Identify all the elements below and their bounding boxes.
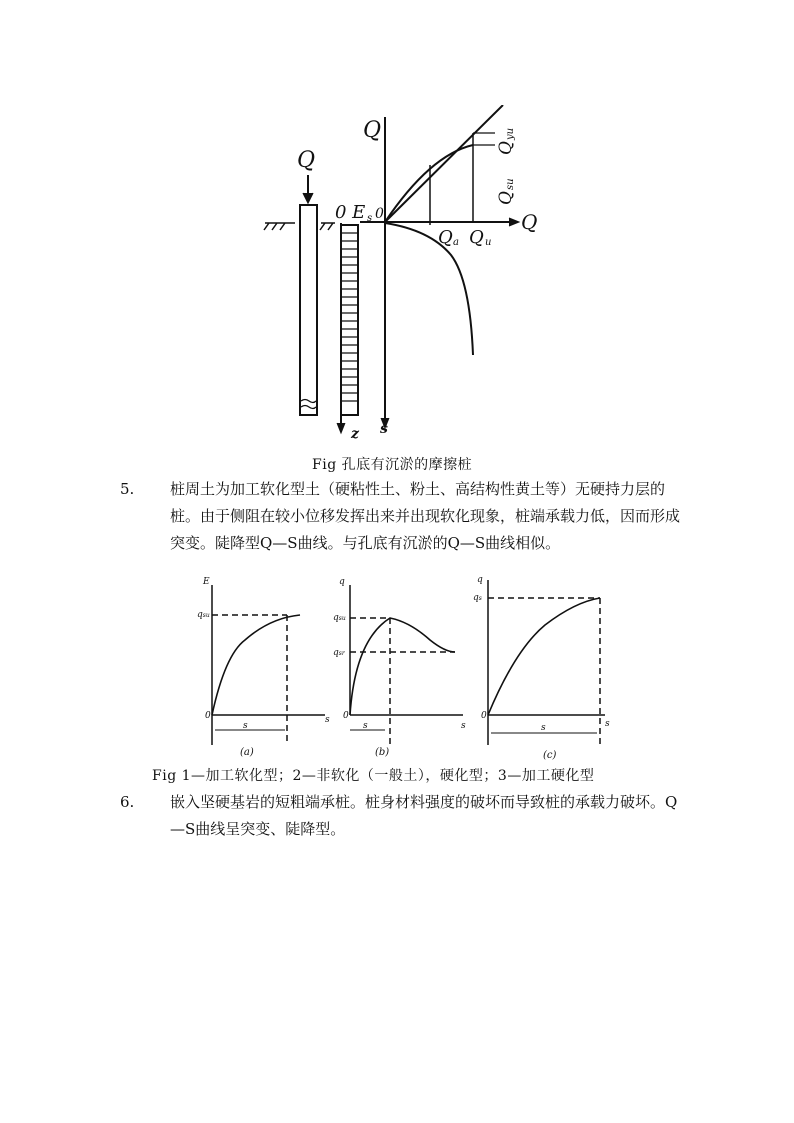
q-axis-top-label: Q	[363, 118, 382, 143]
panel-a	[212, 585, 325, 745]
panel-b-y-mark: qsu	[333, 613, 346, 623]
panel-c-origin: 0	[481, 711, 487, 721]
panel-b-label: (b)	[375, 747, 390, 758]
qsu-sub-label: su	[505, 178, 516, 190]
e-label: 0 E	[335, 202, 366, 223]
panel-a-x-axis-label: s	[325, 715, 330, 725]
list-item-text: 桩周土为加工软化型土（硬粘性土、粉土、高结构性黄土等）无硬持力层的桩。由于侧阻在较小位移发挥出来并出现软化现象，桩端承载力低，因而形成突变。陡降型Q—S曲线。与孔底有沉淤的Q—S曲线相似。	[170, 480, 681, 552]
q-diagonal-line	[385, 105, 503, 222]
figure-1-drawing	[255, 105, 555, 445]
panel-c-label: (c)	[543, 750, 557, 761]
modulus-profile	[341, 225, 358, 415]
list-item-number: 6.	[120, 793, 135, 811]
panel-c-x-axis-label: s	[605, 719, 610, 729]
figure-2	[195, 570, 615, 765]
panel-a-label: (a)	[240, 747, 254, 758]
panel-c-y-axis-label: q	[477, 575, 483, 585]
list-item-6	[120, 789, 680, 843]
qu-sub-label: u	[485, 237, 492, 248]
z-axis-label: z	[351, 426, 359, 442]
figure-1-caption: Fig 孔底有沉淤的摩擦桩	[312, 457, 473, 473]
panel-a-y-mark: qsu	[197, 610, 210, 620]
panel-c	[488, 580, 605, 745]
panel-b-x-axis-label: s	[461, 721, 466, 731]
panel-b-origin: 0	[343, 711, 349, 721]
origin-zero-label: 0	[375, 206, 384, 222]
pile-shaft	[300, 205, 317, 415]
qa-label: Q	[438, 227, 453, 248]
qyu-sub-label: yu	[505, 127, 516, 140]
qa-sub-label: a	[453, 237, 459, 248]
panel-b-y-axis-label: q	[339, 577, 345, 587]
qu-label: Q	[469, 227, 484, 248]
q-axis-right-label: Q	[521, 210, 538, 234]
figure-2-caption: Fig 1—加工软化型；2—非软化（一般土），硬化型；3—加工硬化型	[152, 768, 595, 784]
figure-2-drawing	[195, 570, 615, 765]
panel-c-x-mark: s	[541, 723, 546, 733]
load-label: Q	[297, 148, 316, 173]
panel-a-origin: 0	[205, 711, 211, 721]
qyu-label: Q	[496, 141, 516, 155]
panel-a-x-mark: s	[243, 721, 248, 731]
list-item-5	[120, 476, 680, 557]
list-item-number: 5.	[120, 480, 135, 498]
panel-b-x-mark: s	[363, 721, 368, 731]
pile-base-sediment	[301, 400, 316, 409]
list-item-text: 嵌入坚硬基岩的短粗端承桩。桩身材料强度的破坏而导致桩的承载力破坏。Q—S曲线呈突变、陡降型。	[170, 793, 678, 838]
panel-b-y-mark-2: qsr	[333, 648, 345, 658]
panel-a-y-axis-label: E	[203, 577, 210, 587]
e-sub-label: s	[367, 213, 373, 224]
figure-1	[255, 105, 555, 445]
s-axis-label: s	[380, 421, 388, 437]
q-s-settlement-curve	[385, 223, 473, 355]
q-s-friction-curve	[385, 145, 473, 222]
panel-c-y-mark: qs	[473, 593, 482, 603]
qsu-label: Q	[496, 191, 516, 205]
